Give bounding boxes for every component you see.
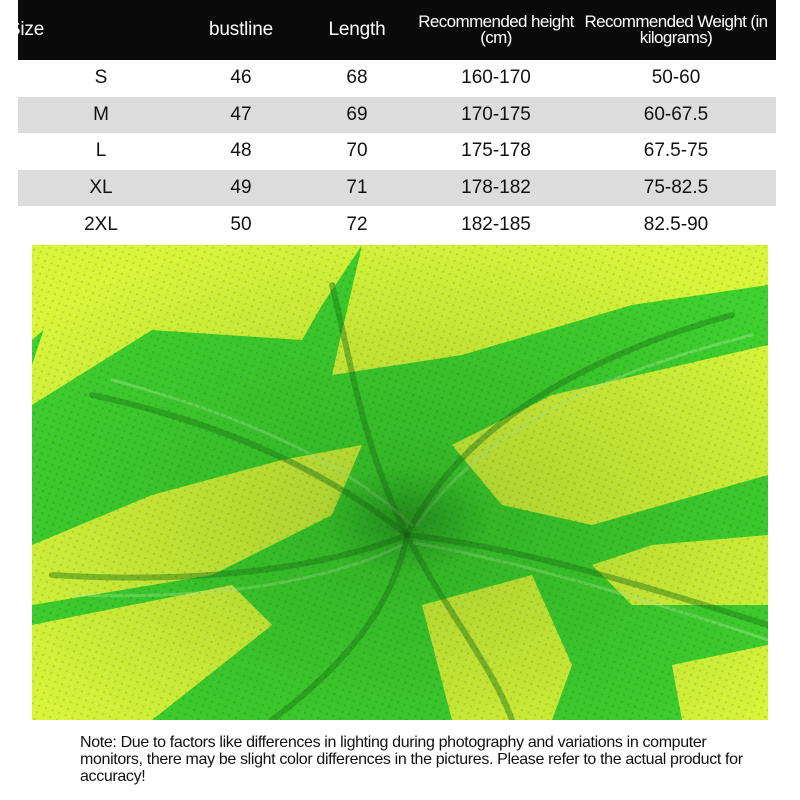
color-disclaimer-note: Note: Due to factors like differences in lighting during photography and variations in computer monitors, there may be slight color differences in the pictures. Please refer to the actual product for accuracy! bbox=[80, 734, 743, 785]
table-row bbox=[18, 206, 776, 243]
height-cell: 182-185 bbox=[461, 213, 531, 235]
size-cell: M bbox=[93, 103, 109, 125]
header-bustline: bustline bbox=[209, 19, 273, 40]
length-cell: 70 bbox=[346, 140, 368, 162]
fabric-swirl-photo bbox=[32, 245, 768, 720]
size-cell: XL bbox=[89, 177, 113, 199]
swirl-shading bbox=[32, 245, 768, 720]
length-cell: 72 bbox=[346, 213, 368, 235]
bustline-cell: 50 bbox=[230, 213, 252, 235]
bustline-cell: 48 bbox=[230, 140, 252, 162]
weight-cell: 82.5-90 bbox=[643, 213, 709, 235]
height-cell: 175-178 bbox=[461, 140, 531, 162]
table-row bbox=[18, 133, 776, 170]
size-cell: L bbox=[95, 140, 107, 162]
weight-cell: 67.5-75 bbox=[643, 140, 709, 162]
height-cell: 178-182 bbox=[461, 177, 531, 199]
table-row bbox=[18, 60, 776, 97]
height-cell: 160-170 bbox=[461, 67, 531, 89]
bustline-cell: 49 bbox=[230, 177, 252, 199]
table-header-row bbox=[7, 0, 776, 60]
table-row bbox=[18, 97, 776, 134]
header-length: Length bbox=[328, 19, 386, 40]
weight-cell: 60-67.5 bbox=[643, 103, 709, 125]
bustline-cell: 47 bbox=[230, 103, 252, 125]
length-cell: 69 bbox=[346, 103, 368, 125]
length-cell: 71 bbox=[346, 177, 368, 199]
weight-cell: 75-82.5 bbox=[643, 177, 709, 199]
height-cell: 170-175 bbox=[461, 103, 531, 125]
weight-cell: 50-60 bbox=[651, 67, 701, 89]
size-cell: 2XL bbox=[84, 213, 118, 235]
length-cell: 68 bbox=[346, 67, 368, 89]
size-table bbox=[7, 0, 776, 243]
header-size: Size bbox=[7, 19, 45, 40]
size-cell: S bbox=[94, 67, 108, 89]
table-row bbox=[18, 170, 776, 207]
bustline-cell: 46 bbox=[230, 67, 252, 89]
header-recommended-height: Recommended height (cm) bbox=[418, 12, 574, 47]
header-recommended-weight: Recommended Weight (in kilograms) bbox=[584, 12, 768, 47]
